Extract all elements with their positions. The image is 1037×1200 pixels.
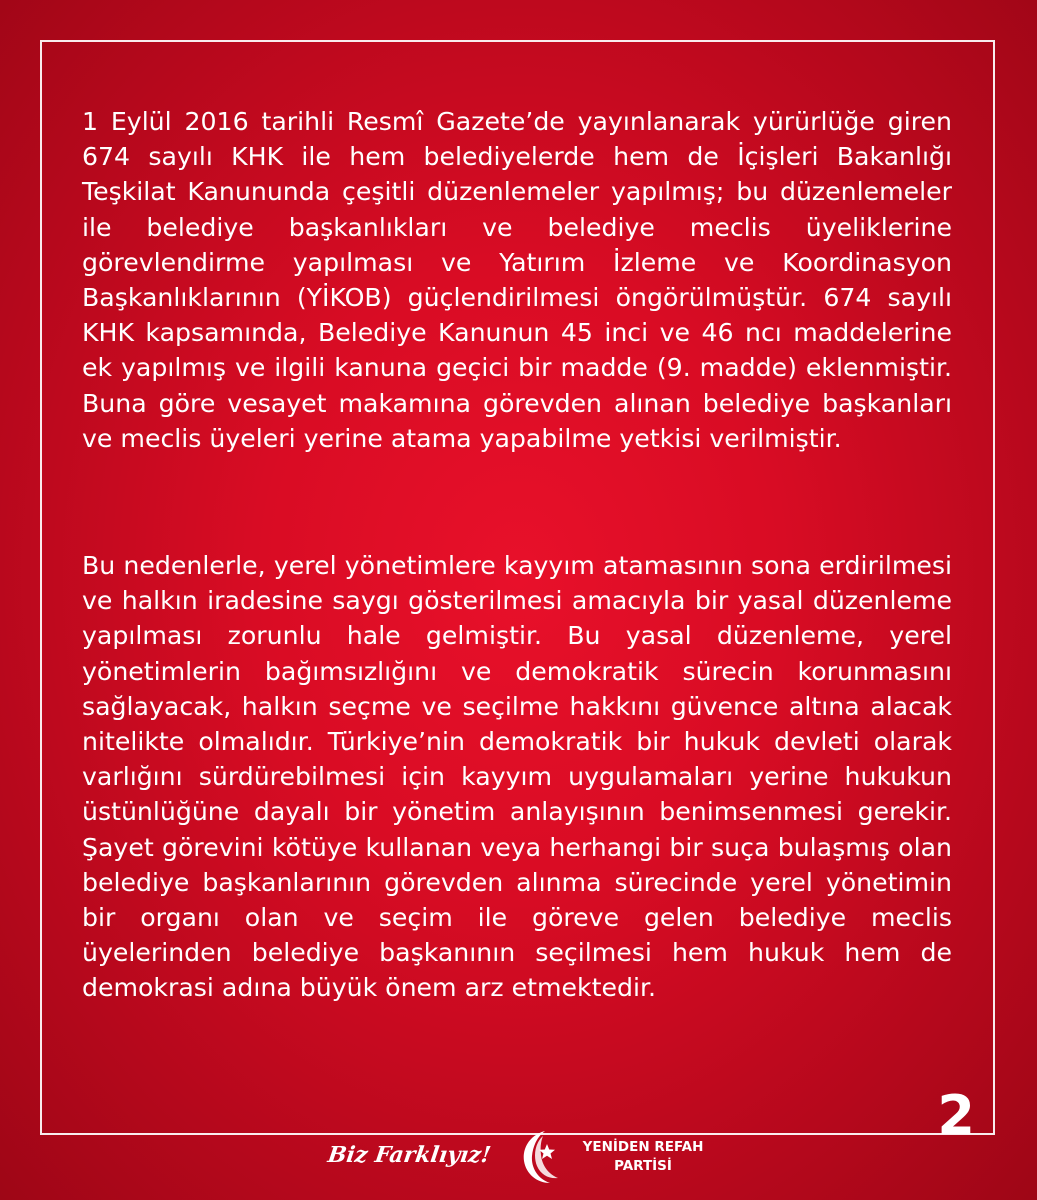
party-name-line-2: PARTİSİ [614, 1158, 672, 1174]
paragraph-1: 1 Eylül 2016 tarihli Resmî Gazete’de yayınlanarak yürürlüğe giren 674 sayılı KHK ile hem belediyelerde hem de İçişleri Bakanlığı Teşkilat Kanununda çeşitli düzenlemeler yapılmış; bu düzenlemeler ile belediye başkanlıkları ve belediye meclis üyeliklerine görevlendirme yapılması ve Yatırım İzleme ve Koordinasyon Başkanlıklarının (YİKOB) güçlendirilmesi öngörülmüştür. 674 sayılı KHK kapsamında, Belediye Kanunun 45 inci ve 46 ncı maddelerine ek yapılmış ve ilgili kanuna geçici bir madde (9. madde) eklenmiştir. Buna göre vesayet makamına görevden alınan belediye başkanları ve meclis üyeleri yerine atama yapabilme yetkisi verilmiştir. [82, 107, 952, 453]
party-name [578, 1138, 708, 1176]
crescent-star-icon [514, 1126, 576, 1188]
party-name-line-1: YENİDEN REFAH [582, 1139, 704, 1155]
page-number: 2 [937, 1084, 975, 1147]
paragraph-2: Bu nedenlerle, yerel yönetimlere kayyım atamasının sona erdirilmesi ve halkın iradesine saygı gösterilmesi amacıyla bir yasal düzenleme yapılması zorunlu hale gelmiştir. Bu yasal düzenleme, yerel yönetimlerin bağımsızlığını ve demokratik sürecin korunmasını sağlayacak, halkın seçme ve seçilme hakkını güvence altına alacak nitelikte olmalıdır. Türkiye’nin demokratik bir hukuk devleti olarak varlığını sürdürebilmesi için kayyım uygulamaları yerine hukukun üstünlüğüne dayalı bir yönetim anlayışının benimsenmesi gerekir. Şayet görevini kötüye kullanan veya herhangi bir suça bulaşmış olan belediye başkanlarının görevden alınma sürecinde yerel yönetimin bir organı olan ve seçim ile göreve gelen belediye meclis üyelerinden belediye başkanının seçilmesi hem hukuk hem de demokrasi adına büyük önem arz etmektedir. [82, 551, 952, 1003]
footer [0, 1130, 1037, 1190]
slogan: Biz Farklıyız! [326, 1142, 493, 1168]
